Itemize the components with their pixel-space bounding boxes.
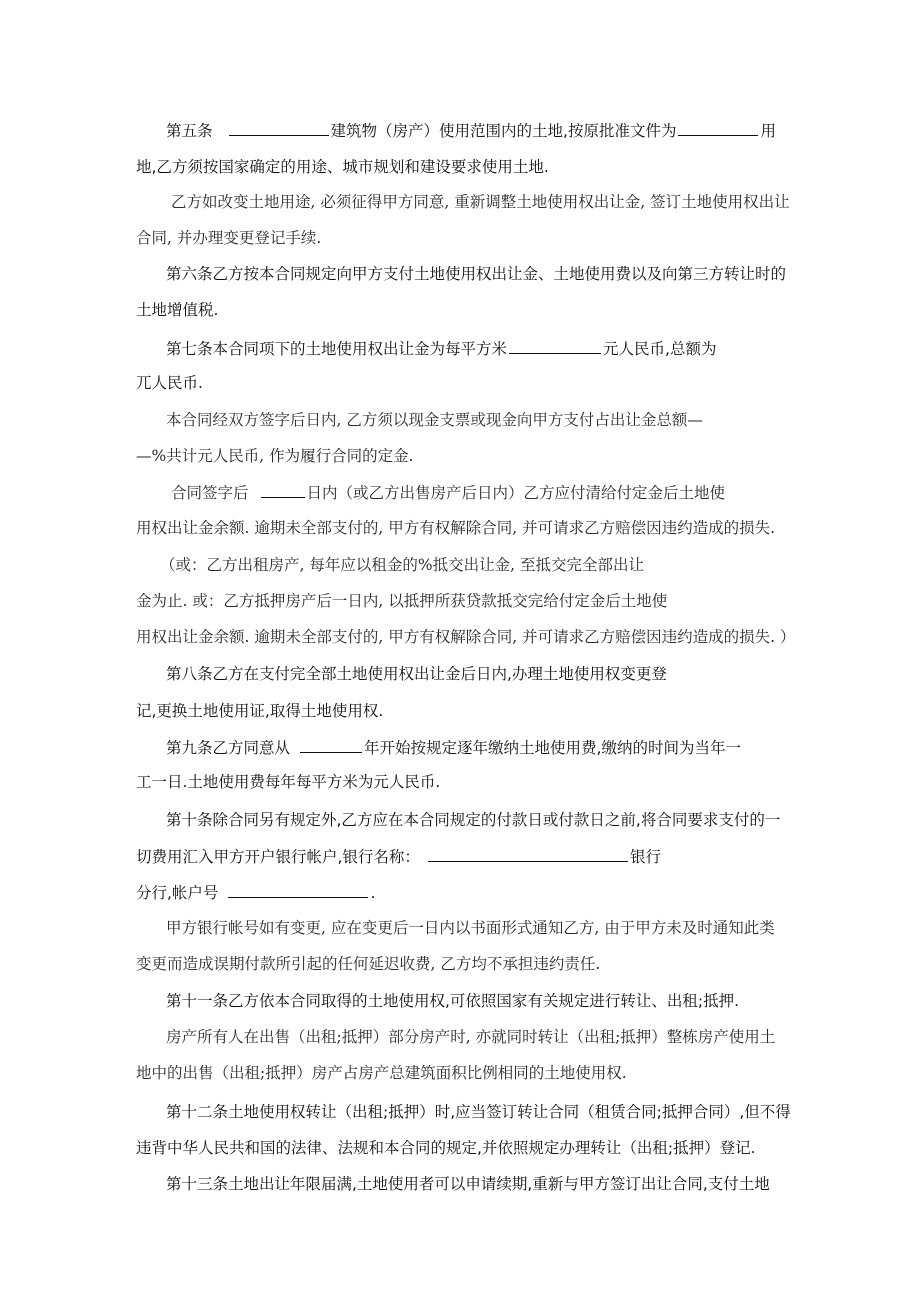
article-7-line-8: 金为止. 或：乙方抵押房产后一日内, 以抵押所获贷款抵交完给付定金后土地使 <box>136 592 668 610</box>
bank-name-field[interactable] <box>428 846 628 862</box>
article-9-line-2: 工一日.土地使用费每年每平方米为元人民币. <box>136 773 441 791</box>
blank-field[interactable] <box>261 482 305 498</box>
article-10-line-3: 分行,帐户号 . <box>136 884 376 902</box>
article-5-line-3: 乙方如改变土地用途, 必须征得甲方同意, 重新调整土地使用权出让金, 签订土地使用权出让 <box>171 193 790 211</box>
article-10-line-1: 第十条除合同另有规定外,乙方应在本合同规定的付款日或付款日之前,将合同要求支付的一 <box>166 811 781 829</box>
article-10-line-4: 甲方银行帐号如有变更, 应在变更后一日内以书面形式通知乙方, 由于甲方未及时通知此类 <box>166 919 775 937</box>
blank-field[interactable] <box>678 120 758 136</box>
blank-field[interactable] <box>509 338 601 354</box>
article-11-line-3: 地中的出售（出租;抵押）房产占房产总建筑面积比例相同的土地使用权. <box>136 1064 627 1082</box>
article-9-line-1: 第九条乙方同意从 年开始按规定逐年缴纳土地使用费,缴纳的时间为当年一 <box>166 739 741 757</box>
article-7-line-7: （或：乙方出租房产, 每年应以租金的%抵交出让金, 至抵交完全部出让 <box>160 556 644 574</box>
article-10-line-2: 切费用汇入甲方开户银行帐户,银行名称： 银行 <box>136 848 661 866</box>
article-11-line-2: 房产所有人在出售（出租;抵押）部分房产时, 亦就同时转让（出租;抵押）整栋房产使用土 <box>166 1028 776 1046</box>
blank-field[interactable] <box>300 737 362 753</box>
article-5-line-1: 第五条 建筑物（房产）使用范围内的土地,按原批准文件为 用 <box>166 122 776 140</box>
article-7-line-2: 兀人民币. <box>136 374 203 392</box>
account-number-field[interactable] <box>228 882 368 898</box>
blank-field[interactable] <box>229 120 329 136</box>
article-10-line-5: 变更而造成误期付款所引起的任何延迟收费, 乙方均不承担违约责任. <box>136 955 601 973</box>
article-8-line-2: 记,更换土地使用证,取得土地使用权. <box>136 702 384 720</box>
article-11-line-1: 第十一条乙方依本合同取得的土地使用权,可依照国家有关规定进行转让、出租;抵押. <box>166 992 740 1010</box>
article-6-line-2: 土地增值税. <box>136 301 219 319</box>
article-5-line-2: 地,乙方须按国家确定的用途、城市规划和建设要求使用土地. <box>136 158 549 176</box>
article-7-line-9: 用权出让金余额. 逾期未全部支付的, 甲方有权解除合同, 并可请求乙方赔偿因违约造成的损失. ） <box>136 628 796 646</box>
article-13-line-1: 第十三条土地出让年限届满,土地使用者可以申请续期,重新与甲方签订出让合同,支付土地 <box>166 1175 770 1193</box>
article-6-line-1: 第六条乙方按本合同规定向甲方支付土地使用权出让金、土地使用费以及向第三方转让时的 <box>166 265 787 283</box>
article-7-line-3: 本合同经双方签字后日内, 乙方须以现金支票或现金向甲方支付占出让金总额— <box>166 411 703 429</box>
article-12-line-2: 违背中华人民共和国的法律、法规和本合同的规定,并依照规定办理转让（出租;抵押）登记. <box>136 1139 756 1157</box>
article-7-line-1: 第七条本合同项下的土地使用权出让金为每平方米 元人民币,总额为 <box>166 340 717 358</box>
article-12-line-1: 第十二条土地使用权转让（出租;抵押）时,应当签订转让合同（租赁合同;抵押合同）,但不得 <box>166 1103 791 1121</box>
article-7-line-5: 合同签字后 日内（或乙方出售房产后日内）乙方应付清给付定金后土地使 <box>171 484 726 502</box>
article-7-line-6: 用权出让金余额. 逾期未全部支付的, 甲方有权解除合同, 并可请求乙方赔偿因违约造成的损失. <box>136 519 775 537</box>
article-5-line-4: 合同, 并办理变更登记手续. <box>136 229 322 247</box>
article-7-line-4: —%共计元人民币, 作为履行合同的定金. <box>136 447 414 465</box>
article-8-line-1: 第八条乙方在支付完全部土地使用权出让金后日内,办理土地使用权变更登 <box>166 665 667 683</box>
